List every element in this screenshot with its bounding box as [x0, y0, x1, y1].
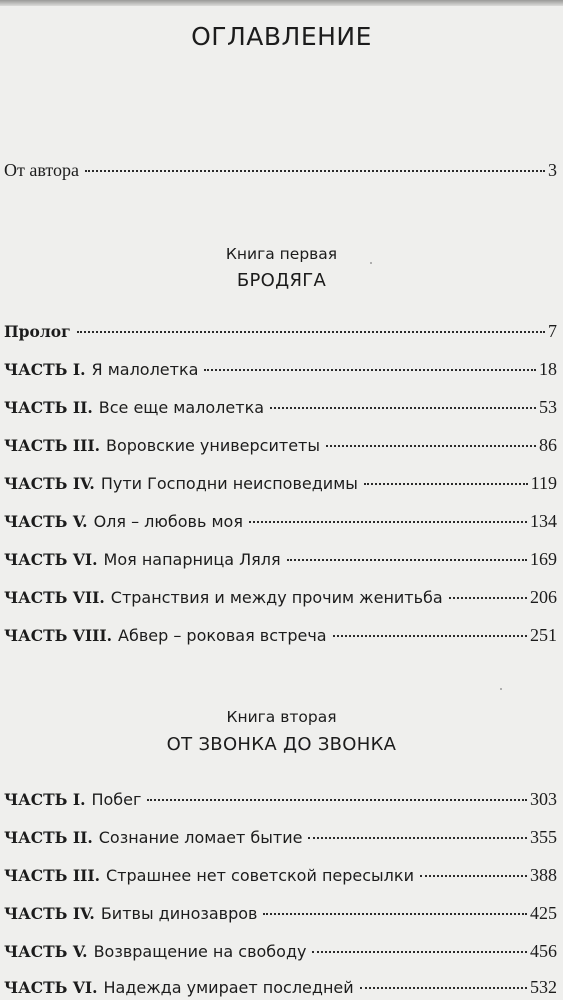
toc-entry-title: Моя напарница Ляля: [103, 550, 281, 569]
toc-entry-title: От автора: [4, 160, 80, 180]
dot-leader: [249, 521, 527, 523]
toc-entry-title: Пролог: [4, 322, 71, 341]
toc-page-number: 3: [548, 160, 557, 180]
toc-part-number: ЧАСТЬ IV.: [4, 474, 95, 493]
toc-entry-title: Надежда умирает последней: [103, 978, 354, 997]
dot-leader: [420, 875, 527, 877]
toc-entry-title: Побег: [91, 790, 142, 809]
toc-entry-title: Я малолетка: [91, 360, 199, 379]
toc-part-number: ЧАСТЬ II.: [4, 828, 93, 847]
toc-entry-intro[interactable]: [4, 159, 557, 181]
toc-part-number: ЧАСТЬ VI.: [4, 978, 98, 997]
toc-entry-book1-part8[interactable]: [4, 624, 557, 647]
toc-page-number: 86: [539, 435, 557, 455]
toc-entry-title: Сознание ломает бытие: [98, 828, 303, 847]
dot-leader: [204, 369, 536, 371]
toc-part-number: ЧАСТЬ I.: [4, 790, 86, 809]
dot-leader: [85, 170, 545, 172]
paper-speck: [370, 262, 372, 264]
toc-page-number: 206: [530, 587, 557, 607]
toc-page-number: 134: [530, 511, 557, 531]
dot-leader: [263, 913, 527, 915]
toc-entry-book2-part3[interactable]: [4, 864, 557, 887]
toc-entry-title: Возвращение на свободу: [93, 942, 307, 961]
toc-entry-book1-part5[interactable]: [4, 510, 557, 533]
toc-part-number: ЧАСТЬ VI.: [4, 550, 98, 569]
page-title: ОГЛАВЛЕНИЕ: [191, 22, 372, 51]
toc-entry-book2-part2[interactable]: [4, 826, 557, 849]
toc-entry-book1-part3[interactable]: [4, 434, 557, 457]
dot-leader: [360, 987, 527, 989]
toc-page-number: 388: [530, 865, 557, 885]
top-rule: [0, 0, 563, 6]
toc-page-number: 53: [539, 397, 557, 417]
toc-part-number: ЧАСТЬ VII.: [4, 588, 105, 607]
toc-page-number: 119: [530, 473, 557, 493]
toc-entry-book1-part7[interactable]: [4, 586, 557, 609]
toc-page-number: 355: [530, 827, 557, 847]
toc-entry-book1-part4[interactable]: [4, 472, 557, 495]
toc-page-number: 169: [530, 549, 557, 569]
toc-page-number: 251: [530, 625, 557, 645]
toc-part-number: ЧАСТЬ V.: [4, 512, 88, 531]
book-1-title: БРОДЯГА: [236, 270, 327, 291]
toc-part-number: ЧАСТЬ V.: [4, 942, 88, 961]
book-2-label: Книга вторая: [226, 708, 337, 726]
dot-leader: [333, 635, 527, 637]
toc-entry-book1-part6[interactable]: [4, 548, 557, 571]
toc-page-number: 18: [539, 359, 557, 379]
toc-entry-book2-part4[interactable]: [4, 902, 557, 925]
toc-part-number: ЧАСТЬ IV.: [4, 904, 95, 923]
toc-entry-title: Воровские университеты: [105, 436, 320, 455]
toc-entry-title: Битвы динозавров: [100, 904, 258, 923]
book-2-title: ОТ ЗВОНКА ДО ЗВОНКА: [166, 734, 397, 755]
toc-entry-book2-part6[interactable]: [4, 976, 557, 999]
dot-leader: [364, 483, 528, 485]
toc-page-number: 425: [530, 903, 557, 923]
toc-page-number: 7: [548, 321, 557, 341]
dot-leader: [147, 799, 527, 801]
toc-page-number: 456: [530, 941, 557, 961]
toc-part-number: ЧАСТЬ I.: [4, 360, 86, 379]
toc-part-number: ЧАСТЬ II.: [4, 398, 93, 417]
toc-entry-title: Все еще малолетка: [98, 398, 265, 417]
toc-entry-title: Страшнее нет советской пересылки: [105, 866, 414, 885]
dot-leader: [308, 837, 527, 839]
toc-part-number: ЧАСТЬ VIII.: [4, 626, 113, 645]
dot-leader: [312, 951, 527, 953]
dot-leader: [270, 407, 536, 409]
toc-entry-book2-part1[interactable]: [4, 788, 557, 811]
dot-leader: [287, 559, 527, 561]
toc-entry-book1-part2[interactable]: [4, 396, 557, 419]
toc-entry-book1-part1[interactable]: [4, 358, 557, 381]
toc-entry-title: Абвер – роковая встреча: [118, 626, 327, 645]
toc-entry-title: Странствия и между прочим женитьба: [110, 588, 443, 607]
toc-part-number: ЧАСТЬ III.: [4, 436, 100, 455]
toc-entry-book2-part5[interactable]: [4, 940, 557, 963]
toc-page-number: 303: [530, 789, 557, 809]
dot-leader: [449, 597, 527, 599]
paper-speck: [500, 688, 502, 690]
dot-leader: [77, 331, 545, 333]
toc-page-number: 532: [530, 977, 557, 997]
toc-part-number: ЧАСТЬ III.: [4, 866, 100, 885]
toc-entry-title: Оля – любовь моя: [93, 512, 243, 531]
toc-entry-prologue[interactable]: [4, 320, 557, 343]
book-1-label: Книга первая: [225, 245, 338, 263]
dot-leader: [326, 445, 536, 447]
toc-entry-title: Пути Господни неисповедимы: [100, 474, 358, 493]
